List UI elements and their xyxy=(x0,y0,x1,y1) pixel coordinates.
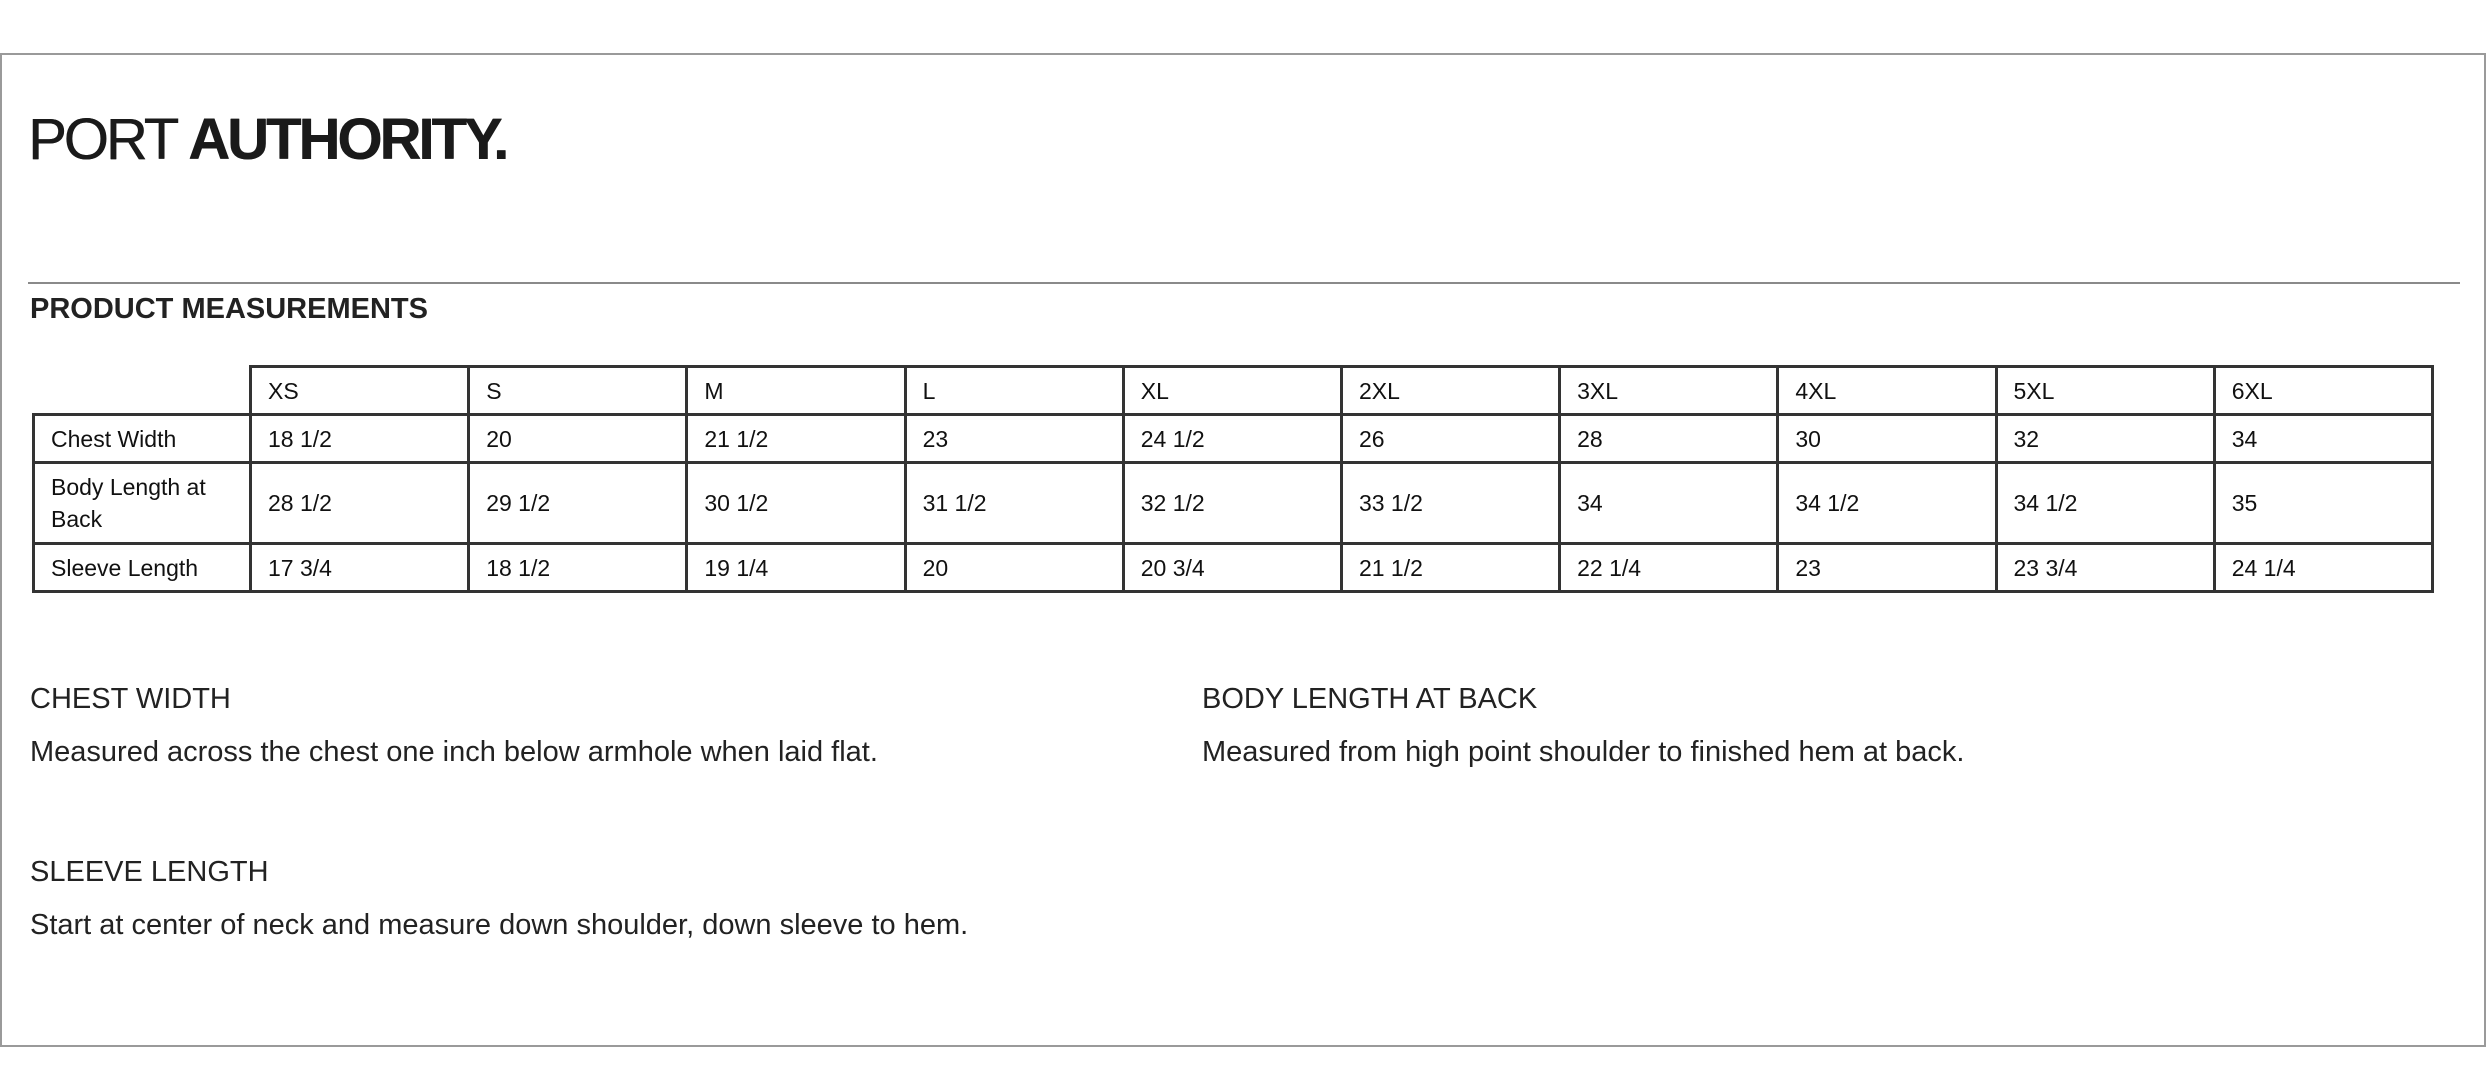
table-cell: 31 1/2 xyxy=(905,463,1123,544)
table-cell: 19 1/4 xyxy=(687,544,905,592)
size-header-row xyxy=(34,367,2433,415)
table-cell: 29 1/2 xyxy=(469,463,687,544)
table-cell: 26 xyxy=(1341,415,1559,463)
row-label-body-length: Body Length at Back xyxy=(34,463,251,544)
row-label-sleeve-length: Sleeve Length xyxy=(34,544,251,592)
logo-word-port: PORT xyxy=(28,107,176,172)
size-header-2xl: 2XL xyxy=(1341,367,1559,415)
table-cell: 34 xyxy=(2214,415,2432,463)
table-cell: 28 xyxy=(1560,415,1778,463)
table-row-chest-width xyxy=(34,415,2433,463)
chest-width-description: Measured across the chest one inch below armhole when laid flat. xyxy=(30,736,878,768)
section-title: PRODUCT MEASUREMENTS xyxy=(30,293,428,325)
table-cell: 21 1/2 xyxy=(687,415,905,463)
table-cell: 23 xyxy=(1778,544,1996,592)
size-header-5xl: 5XL xyxy=(1996,367,2214,415)
table-cell: 20 3/4 xyxy=(1123,544,1341,592)
table-cell: 18 1/2 xyxy=(251,415,469,463)
table-cell: 21 1/2 xyxy=(1341,544,1559,592)
chest-width-title: CHEST WIDTH xyxy=(30,683,231,715)
table-row-sleeve-length xyxy=(34,544,2433,592)
table-cell: 23 xyxy=(905,415,1123,463)
sleeve-length-description: Start at center of neck and measure down shoulder, down sleeve to hem. xyxy=(30,909,969,941)
table-cell: 24 1/2 xyxy=(1123,415,1341,463)
table-cell: 17 3/4 xyxy=(251,544,469,592)
header-divider xyxy=(28,282,2460,284)
table-cell: 35 xyxy=(2214,463,2432,544)
body-length-description: Measured from high point shoulder to finished hem at back. xyxy=(1202,736,1965,768)
table-cell: 32 1/2 xyxy=(1123,463,1341,544)
table-cell: 34 1/2 xyxy=(1996,463,2214,544)
table-cell: 24 1/4 xyxy=(2214,544,2432,592)
size-header-xl: XL xyxy=(1123,367,1341,415)
row-label-chest-width: Chest Width xyxy=(34,415,251,463)
table-cell: 34 xyxy=(1560,463,1778,544)
sleeve-length-title: SLEEVE LENGTH xyxy=(30,856,269,888)
table-row-body-length xyxy=(34,463,2433,544)
size-header-4xl: 4XL xyxy=(1778,367,1996,415)
table-cell: 34 1/2 xyxy=(1778,463,1996,544)
table-cell: 32 xyxy=(1996,415,2214,463)
logo-word-authority: AUTHORITY. xyxy=(188,107,507,172)
table-cell: 33 1/2 xyxy=(1341,463,1559,544)
measurements-table xyxy=(32,365,2434,593)
table-cell: 20 xyxy=(469,415,687,463)
size-header-3xl: 3XL xyxy=(1560,367,1778,415)
table-cell: 20 xyxy=(905,544,1123,592)
table-cell: 30 xyxy=(1778,415,1996,463)
table-cell: 22 1/4 xyxy=(1560,544,1778,592)
size-header-m: M xyxy=(687,367,905,415)
table-cell: 18 1/2 xyxy=(469,544,687,592)
body-length-title: BODY LENGTH AT BACK xyxy=(1202,683,1538,715)
size-header-6xl: 6XL xyxy=(2214,367,2432,415)
size-header-xs: XS xyxy=(251,367,469,415)
table-cell: 30 1/2 xyxy=(687,463,905,544)
table-corner-cell xyxy=(34,367,251,415)
size-header-s: S xyxy=(469,367,687,415)
table-cell: 28 1/2 xyxy=(251,463,469,544)
size-header-l: L xyxy=(905,367,1123,415)
port-authority-logo xyxy=(28,108,506,172)
table-cell: 23 3/4 xyxy=(1996,544,2214,592)
